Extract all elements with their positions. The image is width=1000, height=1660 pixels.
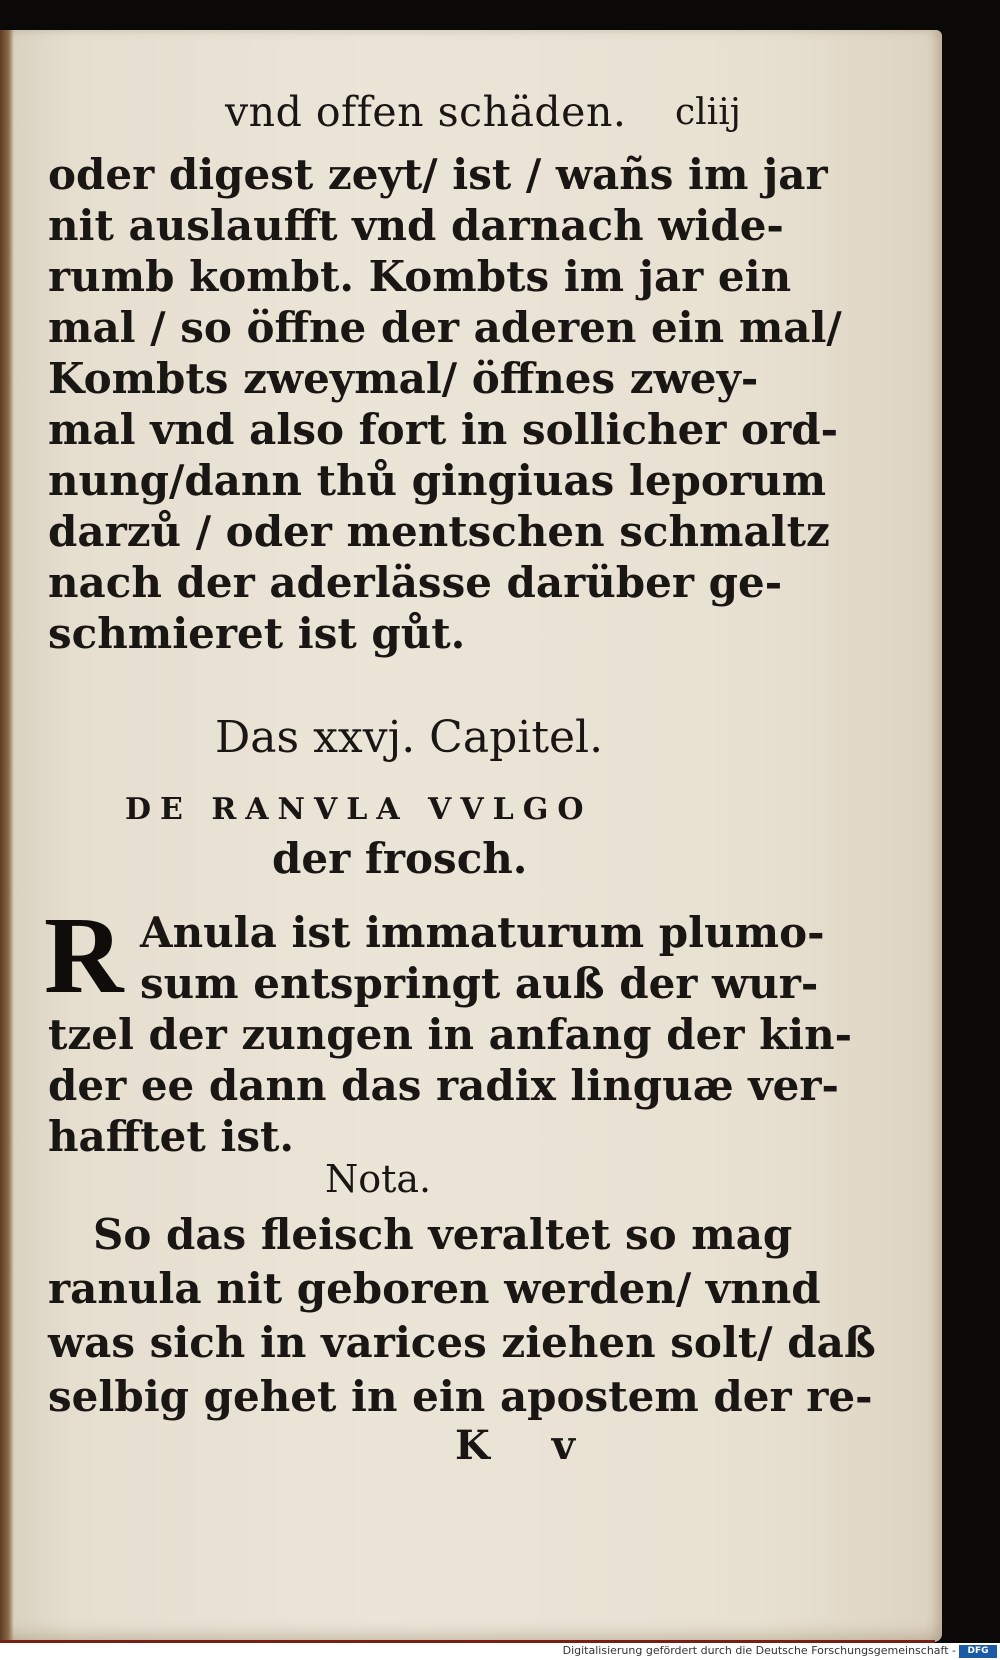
text-line: was sich in varices ziehen solt/ daß [48, 1318, 876, 1367]
folio-number: cliij [675, 92, 741, 133]
text-line: Kombts zweymal/ öffnes zwey- [48, 354, 759, 403]
text-line: ranula nit geboren werden/ vnnd [48, 1264, 821, 1313]
text-line: rumb kombt. Kombts im jar ein [48, 252, 792, 301]
text-line: nung/dann thů gingiuas leporum [48, 456, 827, 505]
text-line: hafftet ist. [48, 1112, 294, 1161]
text-line: mal / so öffne der aderen ein mal/ [48, 303, 842, 352]
text-line: oder digest zeyt/ ist / wañs im jar [48, 150, 828, 199]
footer-credit: Digitalisierung gefördert durch die Deutsche Forschungsgemeinschaft - [562, 1644, 956, 1657]
text-line: So das fleisch veraltet so mag [93, 1210, 793, 1259]
text-line: mal vnd also fort in sollicher ord- [48, 405, 839, 454]
subheading: der frosch. [272, 834, 528, 883]
digitization-footer [0, 1643, 1000, 1660]
chapter-title: Das xxvj. Capitel. [215, 712, 604, 763]
text-line: schmieret ist gůt. [48, 609, 466, 658]
text-line: tzel der zungen in anfang der kin- [48, 1010, 853, 1059]
catchword-signature: K v [455, 1422, 599, 1469]
text-line: nach der aderlässe darüber ge- [48, 558, 783, 607]
text-line: darzů / oder mentschen schmaltz [48, 507, 830, 556]
latin-heading: DE RANVLA VVLGO [125, 792, 593, 827]
nota-heading: Nota. [325, 1157, 432, 1201]
running-head: vnd offen schäden. [225, 88, 627, 136]
text-line: selbig gehet in ein apostem der re- [48, 1372, 873, 1421]
text-line: der ee dann das radix linguæ ver- [48, 1061, 839, 1110]
text-line: sum entspringt auß der wur- [140, 959, 819, 1008]
text-line: Anula ist immaturum plumo- [140, 908, 825, 957]
text-line: nit auslaufft vnd darnach wide- [48, 201, 784, 250]
page-binding-edge [0, 30, 14, 1642]
dfg-logo: DFG [959, 1645, 997, 1658]
drop-capital: R [44, 894, 124, 1016]
